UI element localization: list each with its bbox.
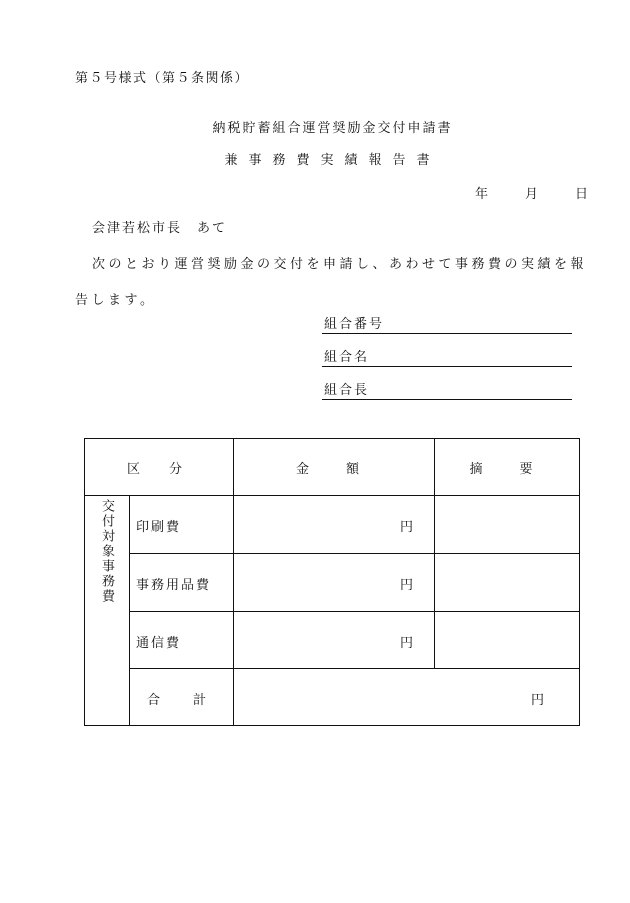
date-year: 年 <box>475 187 489 202</box>
document-title: 納税貯蓄組合運営奨励金交付申請書 <box>212 121 453 136</box>
table-rule <box>233 438 234 726</box>
union-name-label: 組合名 <box>324 350 370 365</box>
total-label: 合 計 <box>146 693 216 708</box>
date-day: 日 <box>575 187 589 202</box>
form-number: 第５号様式（第５条関係） <box>75 71 250 86</box>
union-number-label: 組合番号 <box>324 317 385 332</box>
table-border-left <box>84 438 85 726</box>
addressee: 会津若松市長 あて <box>92 221 228 236</box>
remarks-cell-communication[interactable] <box>435 612 579 668</box>
union-name-field[interactable] <box>322 348 572 367</box>
table-border-right <box>579 438 580 726</box>
date-month: 月 <box>525 187 539 202</box>
row-item-printing: 印刷費 <box>136 520 182 535</box>
union-number-field[interactable] <box>322 315 572 334</box>
union-head-label: 組合長 <box>324 383 370 398</box>
group-label: 交付対象事務費 <box>99 499 114 604</box>
remarks-cell-printing[interactable] <box>435 496 579 553</box>
row-item-office-supplies: 事務用品費 <box>136 578 212 593</box>
row-unit-communication: 円 <box>400 636 414 651</box>
table-border-top <box>84 438 580 439</box>
total-unit: 円 <box>531 693 545 708</box>
remarks-cell-office-supplies[interactable] <box>435 554 579 611</box>
header-remarks: 摘 要 <box>469 462 545 477</box>
table-border-bottom <box>84 725 580 726</box>
table-rule <box>129 668 580 669</box>
header-amount: 金 額 <box>295 462 371 477</box>
expense-table <box>84 438 580 726</box>
row-unit-office-supplies: 円 <box>400 578 414 593</box>
header-category: 区 分 <box>126 462 190 477</box>
union-head-field[interactable] <box>322 381 572 400</box>
body-text: 次のとおり運営奨励金の交付を申請し、あわせて事務費の実績を報告します。 <box>75 257 588 308</box>
row-unit-printing: 円 <box>400 520 414 535</box>
document-subtitle: 兼事務費実績報告書 <box>224 153 441 168</box>
row-item-communication: 通信費 <box>136 636 182 651</box>
